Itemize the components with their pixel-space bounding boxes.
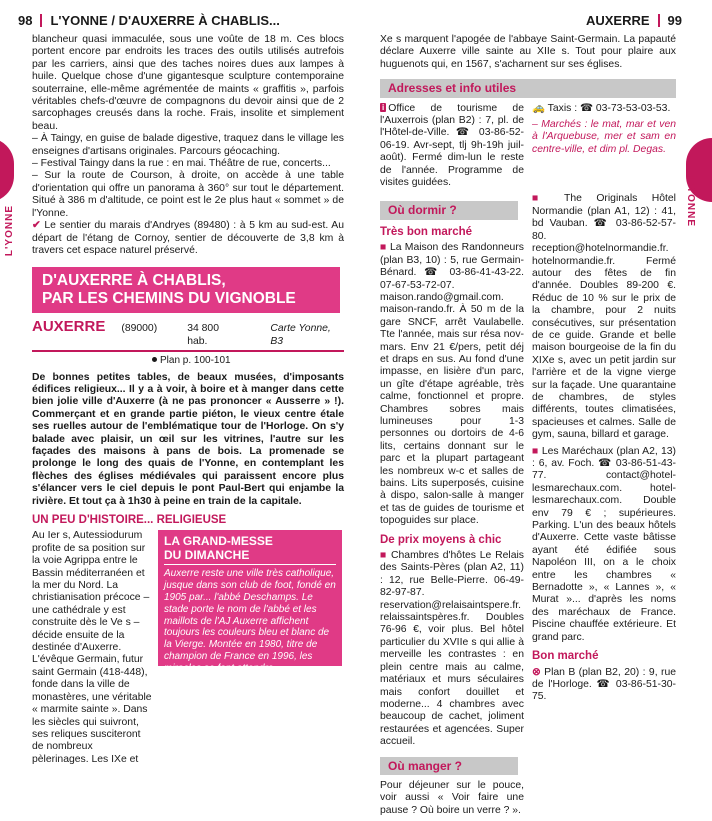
left-page-number: 98: [18, 12, 33, 28]
side-chapter-label-left: L'YONNE: [4, 205, 15, 257]
city-intro: De bonnes petites tables, de beaux musées, d'imposants édifices religieux... Il y a à voir, à boire et à manger dans cette bien jolie ville d'Auxerre (à ne pas prononcer « Ausserre » !). Commerçant et en grande partie piéton, le vieux centre étale ses ruelles autour de l'emblématique tour de l'Horloge. On s'y balade avec plaisir, un œil sur les vitrines, l'autre sur les façades des maisons à pans de bois. La promenade se prolonge le long des quais de l'Yonne, en contemplant les flèches des églises médiévales qui paraissent encore plus s'élancer vers le ciel depuis le pont Paul-Bert qui enjambe la rivière. Et tout ça à 1h30 à peine en train de la capitale.: [32, 371, 344, 507]
city-map-ref: Carte Yonne, B3: [270, 323, 331, 347]
sleep-heading: Où dormir ?: [380, 201, 518, 219]
addresses-heading: Adresses et info utiles: [380, 79, 676, 97]
right-section-title: AUXERRE: [585, 12, 650, 28]
right-page-number: 99: [667, 12, 682, 28]
text-paragraph: blancheur quasi immaculée, sous une voûte de 18 m. Ces blocs portent encore par endroits les traces des outils utilisés autrefois par les carriers, ainsi que des taches noires dues aux lampes à huile. Quelque chose d'une gigantesque sculpture contemporaine souterraine, elle-même agrémentée de maints « graffitis », parfois véritables chefs-d'œuvre de compagnons du devoir ainsi que de 2 sarcophages creusés dans la roche. Frais, insolite et simplement beau.: [32, 34, 344, 132]
city-name: AUXERRE: [32, 318, 106, 336]
plan-reference: Plan p. 100-101: [32, 355, 344, 367]
sidebar-box-mass: [158, 530, 342, 674]
intro-text: [32, 34, 344, 257]
left-page: [32, 34, 345, 765]
sidebar-box-title: LA GRAND-MESSE DU DIMANCHE: [164, 534, 336, 565]
history-section: [32, 530, 344, 766]
bullet-icon: [152, 357, 157, 362]
mid-price-heading: De prix moyens à chic: [380, 533, 502, 546]
taxi-icon: 🚕: [532, 102, 545, 114]
addresses-col-left: [380, 103, 524, 194]
bed-icon: ■: [380, 550, 388, 562]
sleep-col-right: [532, 193, 676, 821]
history-text: Au Ier s, Autessiodurum profite de sa position sur la voie Agrippa entre le Bassin méditerranéen et la mer du Nord. La christianisation précoce – une cathédrale y est construite dès le Ve s – décide ensuite de la destinée d'Auxerre. L'évêque Germain, futur saint Germain (418-448), fonde dans la ville de monastères, une véritable « marmite sainte ». Dans les siècles qui suivront, ses reliques susciteront de nombreux pèlerinages. Les IXe et: [32, 530, 152, 765]
history-continued: Xe s marquent l'apogée de l'abbaye Saint-Germain. La papauté déclare Auxerre ville sainte au XIIe s. Tout pour plaire aux huguenots qui, en 1567, s'acharnent sur ses églises.: [380, 34, 676, 70]
text-paragraph: – Sur la route de Courson, à droite, on accède à une table d'orientation qui offre un panorama à 360° sur tout le département. Situé à 386 m d'altitude, ce point est le 2e plus haut « sommet » de l'Yonne.: [32, 170, 344, 219]
markets-entry: – Marchés : le mat, mar et ven à l'Arquebuse, mer et sam en centre-ville, et dim pl. Degas.: [532, 119, 676, 155]
text-paragraph: – À Taingy, en guise de balade digestive, traquez dans le village les enseignes d'artisans originales. Parcours géocaching.: [32, 133, 344, 157]
taxis-entry: 🚕 Taxis : ☎ 03-73-53-03-53.: [532, 102, 671, 114]
addresses-columns: [380, 103, 676, 194]
header-divider: [658, 14, 660, 27]
right-page-header: [586, 10, 682, 30]
header-divider: [40, 14, 42, 27]
info-icon: i: [382, 102, 385, 112]
bnb-entry: ■ Chambres d'hôtes Le Relais des Saints-Pères (plan A2, 11) : 12, rue Belle-Pierre. 06-49-82-97-87. reservation@relaisaintspere.fr. relaissaintspères.fr. Doubles 76-96 €, voir plus. Bel hôtel particulier du XVIIe s qui allie à merveille les contrastes : en plein centre mais au calme, matériaux et murs séculaires mais confort douillet et moderne... 4 chambres avec beaucoup de cachet, joliment restaurées et agencées. Super accueil.: [380, 550, 524, 748]
sentier-paragraph: ✔ Le sentier du marais d'Andryes (89480) : à 5 km au sud-est. Au départ de l'étang de Cornoy, sentier de découverte de 3,8 km à travers cet espace naturel préservé.: [32, 220, 345, 256]
chapter-banner: [32, 267, 340, 313]
sleep-col-left: [380, 193, 524, 821]
eat-intro: Pour déjeuner sur le pouce, voir aussi « Voir faire une pause ? Où boire un verre ? ».: [380, 779, 524, 816]
city-header: [32, 318, 344, 352]
history-heading: UN PEU D'HISTOIRE... RELIGIEUSE: [32, 514, 227, 526]
text-paragraph: – Festival Taingy dans la rue : en mai. Théâtre de rue, concerts...: [32, 158, 331, 170]
hostel-entry: ■ La Maison des Randonneurs (plan B3, 10) : 5, rue Germain-Bénard. ☎ 03-86-41-43-22. 07-67-53-72-07. maison.rando@gmail.com. maison-rando.fr. À 50 m de la gare SNCF, arrêt Vaulabelle. Tte l'année, mais sur résa nov-mars. Env 21 €/pers, petit déj et draps en sus. Au fond d'une impasse, en lisière d'un parc, un gîte d'étape agréable, très calme, fonctionnel et propre. Chambres sobres mais lumineuses pour 1-3 personnes ou dortoirs de 4-6 lits, certains donnant sur le parc et la plupart partageant les nombreux w-c et salles de bains. Lits superposés, cuisine à dispo, salon-salle à manger et tas de guides de tourisme et topoguides sur place.: [380, 242, 524, 527]
chapter-thumb-tab-left: [0, 138, 14, 202]
side-chapter-label-right: L'YONNE: [685, 176, 696, 228]
banner-line-1: D'AUXERRE À CHABLIS,: [42, 272, 226, 290]
hotel-marechaux-entry: ■ Les Maréchaux (plan A2, 13) : 6, av. Foch. ☎ 03-86-51-43-77. contact@hotel-lesmarechaux.com. hotel-lesmarechaux.com. Double env 79 € ; supérieures. Parking. L'un des beaux hôtels d'Auxerre. Cette vaste bâtisse ayant été édifiée sous Napoléon III, on a le choix entre les chambres « Bernadotte », « Lannes », « Murat »... d'après les noms des maréchaux de France. Piscine chauffée extérieure. Et grand parc.: [532, 445, 676, 643]
right-page: [380, 34, 677, 816]
banner-line-2: PAR LES CHEMINS DU VIGNOBLE: [42, 290, 296, 308]
restaurant-entry: ⊗ Plan B (plan B2, 20) : 9, rue de l'Horloge. ☎ 03-86-51-30-75.: [532, 666, 677, 703]
sleep-eat-columns: [380, 193, 676, 821]
bed-icon: ■: [380, 242, 387, 254]
left-page-header: [18, 10, 280, 30]
restaurant-icon: ⊗: [532, 666, 541, 678]
very-cheap-heading: Très bon marché: [380, 225, 473, 238]
bed-icon: ■: [532, 193, 550, 205]
cheap-eat-heading: Bon marché: [532, 650, 599, 663]
tourist-office-entry: i Office de tourisme de l'Auxerrois (plan B2) : 7, pl. de l'Hôtel-de-Ville. ☎ 03-86-52-06-19. Avr-sept, tlj 9h-19h juil-août). Fermé dim-lun le reste de l'année. Programme de visites guidées.: [380, 102, 524, 189]
eat-heading: Où manger ?: [380, 757, 518, 775]
city-population: 34 800 hab.: [187, 323, 219, 347]
city-postcode: (89000): [121, 323, 158, 335]
bed-icon: ■: [532, 445, 539, 457]
sidebar-box-body: Auxerre reste une ville très catholique, jusque dans son club de foot, fondé en 1905 par... l'abbé Deschamps. Le stade porte le nom de l'abbé et les maillots de l'AJ Auxerre affichent toujours les couleurs bleu et blanc de la Vierge. Montée en 1980, titre de champion de France en 1996, les miracles se font attendre...: [164, 568, 336, 674]
hotel-normandie-entry: ■ The Originals Hôtel Normandie (plan A1, 12) : 41, bd Vauban. ☎ 03-86-52-57-80. reception@hotelnormandie.fr. hotelnormandie.fr. Fermé autour des fêtes de fin d'année. Doubles 89-200 €. Réduc de 10 % sur le prix de la chambre, pour 2 nuits consécutives, sur présentation de ce guide. Grande et belle maison bourgeoise de la fin du XIXe s, avec un petit jardin sur l'arrière et de la vigne vierge sur la façade. Une quarantaine de chambres, de styles différents, toutes climatisées, spacieuses et calmes. Salle de gym, sauna, billard et garage.: [532, 193, 676, 441]
left-section-title: L'YONNE / D'AUXERRE À CHABLIS...: [50, 12, 280, 28]
addresses-col-right: [532, 103, 676, 194]
walk-icon: ✔: [32, 220, 41, 232]
